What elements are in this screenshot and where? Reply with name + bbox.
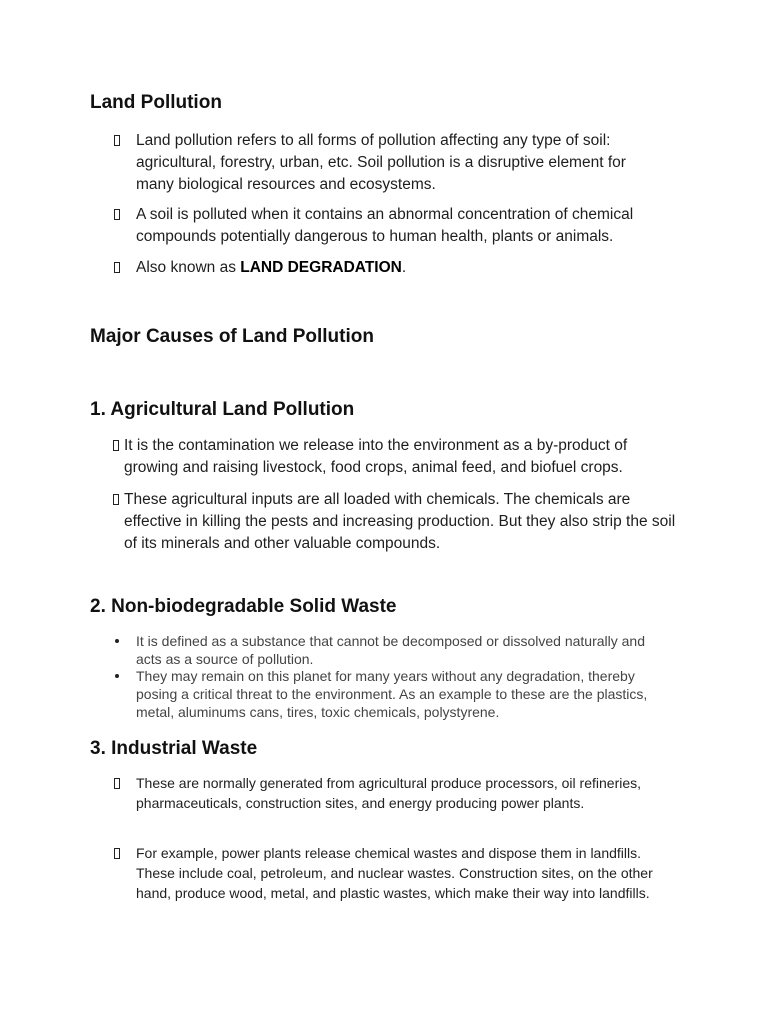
bullet-text: It is defined as a substance that cannot be decomposed or dissolved naturally and acts as a source of pollution. xyxy=(136,633,645,667)
heading-major-causes: Major Causes of Land Pollution xyxy=(90,326,374,347)
missing-glyph-icon xyxy=(113,494,119,505)
bullet-text: These are normally generated from agricultural produce processors, oil refineries, pharmaceuticals, construction sites, and energy producing power plants. xyxy=(136,775,642,811)
aka-term: LAND DEGRADATION xyxy=(240,259,402,276)
aka-prefix: Also known as xyxy=(136,259,241,276)
missing-glyph-icon xyxy=(114,135,120,146)
bullet-text: Land pollution refers to all forms of pollution affecting any type of soil: agricultural, forestry, urban, etc. Soil pollution is a disruptive element for many biological resources and ecosystems. xyxy=(136,132,626,193)
missing-glyph-icon xyxy=(114,262,120,273)
bullet-dot-icon xyxy=(115,639,119,643)
bullet-text: These agricultural inputs are all loaded with chemicals. The chemicals are effective in killing the pests and increasing production. But they also strip the soil of its minerals and other valuable compounds. xyxy=(124,491,676,552)
bullet-text xyxy=(136,257,666,279)
heading-land-pollution: Land Pollution xyxy=(90,92,222,113)
heading-industrial: 3. Industrial Waste xyxy=(90,738,258,759)
aka-suffix: . xyxy=(401,259,407,276)
missing-glyph-icon xyxy=(114,848,120,859)
bullet-text: It is the contamination we release into the environment as a by-product of growing and raising livestock, food crops, animal feed, and biofuel crops. xyxy=(124,437,628,476)
bullet-text: A soil is polluted when it contains an abnormal concentration of chemical compounds potentially dangerous to human health, plants or animals. xyxy=(136,206,634,245)
heading-solid-waste: 2. Non-biodegradable Solid Waste xyxy=(90,596,397,617)
missing-glyph-icon xyxy=(113,440,119,451)
missing-glyph-icon xyxy=(114,209,120,220)
bullet-text: For example, power plants release chemical wastes and dispose them in landfills. These include coal, petroleum, and nuclear wastes. Construction sites, on the other hand, produce wood, metal, and plastic wastes, which make their way into landfills. xyxy=(136,845,653,901)
bullet-dot-icon xyxy=(115,674,119,678)
heading-agricultural: 1. Agricultural Land Pollution xyxy=(90,399,355,420)
missing-glyph-icon xyxy=(114,778,120,789)
bullet-text: They may remain on this planet for many years without any degradation, thereby posing a critical threat to the environment. As an example to these are the plastics, metal, aluminums cans, tires, toxic chemicals, polystyrene. xyxy=(136,668,648,720)
